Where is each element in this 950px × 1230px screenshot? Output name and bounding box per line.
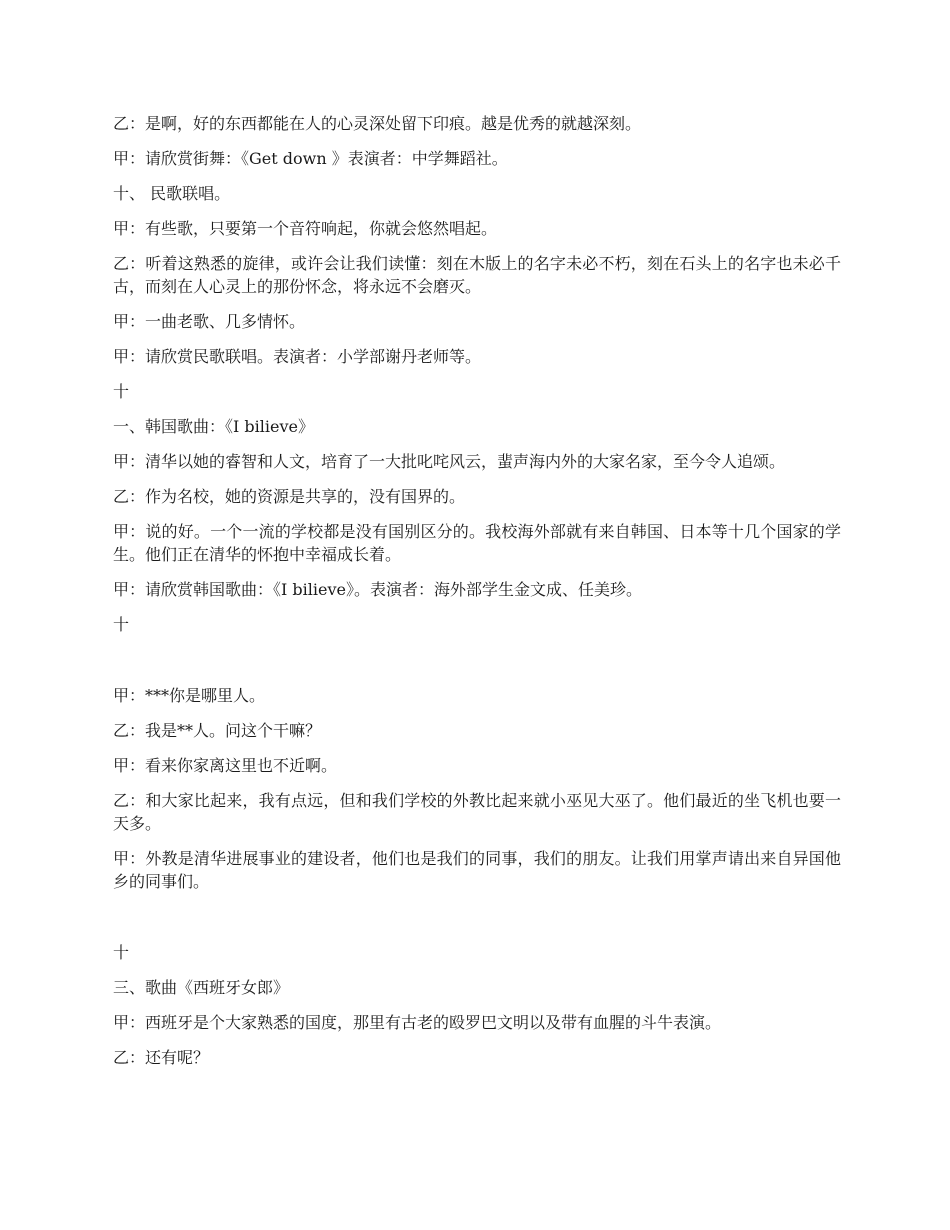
section-number: 十 — [113, 943, 130, 962]
document-page — [113, 112, 841, 1081]
paragraph: 乙：作为名校，她的资源是共享的，没有国界的。 — [113, 487, 466, 506]
paragraph: 乙：是啊，好的东西都能在人的心灵深处留下印痕。越是优秀的就越深刻。 — [113, 114, 642, 133]
paragraph: 乙：听着这熟悉的旋律，或许会让我们读懂：刻在木版上的名字未必不朽，刻在石头上的名字也未必千古，而刻在人心灵上的那份怀念，将永远不会磨灭。 — [113, 254, 841, 296]
paragraph: 甲：看来你家离这里也不近啊。 — [113, 756, 338, 775]
paragraph: 甲：有些歌，只要第一个音符响起，你就会悠然唱起。 — [113, 219, 498, 238]
paragraph: 甲：一曲老歌、几多情怀。 — [113, 312, 306, 331]
paragraph: 甲：***你是哪里人。 — [113, 686, 266, 705]
section-heading: 十、 民歌联唱。 — [113, 184, 231, 203]
section-heading: 一、韩国歌曲：《I bilieve》 — [113, 417, 314, 436]
paragraph: 甲：说的好。一个一流的学校都是没有国别区分的。我校海外部就有来自韩国、日本等十几个国家的学生。他们正在清华的怀抱中幸福成长着。 — [113, 522, 841, 564]
section-heading: 三、歌曲《西班牙女郎》 — [113, 978, 290, 997]
paragraph: 甲：外教是清华进展事业的建设者，他们也是我们的同事，我们的朋友。让我们用掌声请出来自异国他乡的同事们。 — [113, 849, 841, 891]
paragraph: 乙：我是**人。问这个干嘛？ — [113, 721, 322, 740]
section-number: 十 — [113, 615, 130, 634]
paragraph: 甲：请欣赏街舞：《Get down 》表演者：中学舞蹈社。 — [113, 149, 508, 168]
paragraph: 乙：和大家比起来，我有点远，但和我们学校的外教比起来就小巫见大巫了。他们最近的坐飞机也要一天多。 — [113, 791, 841, 833]
paragraph: 乙：还有呢？ — [113, 1048, 210, 1067]
paragraph: 甲：清华以她的睿智和人文，培育了一大批叱咤风云，蜚声海内外的大家名家，至今令人追颂。 — [113, 452, 786, 471]
paragraph: 甲：请欣赏韩国歌曲：《I bilieve》。表演者：海外部学生金文成、任美珍。 — [113, 580, 642, 599]
paragraph: 甲：请欣赏民歌联唱。表演者：小学部谢丹老师等。 — [113, 347, 482, 366]
section-number: 十 — [113, 382, 130, 401]
paragraph: 甲：西班牙是个大家熟悉的国度，那里有古老的殴罗巴文明以及带有血腥的斗牛表演。 — [113, 1013, 722, 1032]
